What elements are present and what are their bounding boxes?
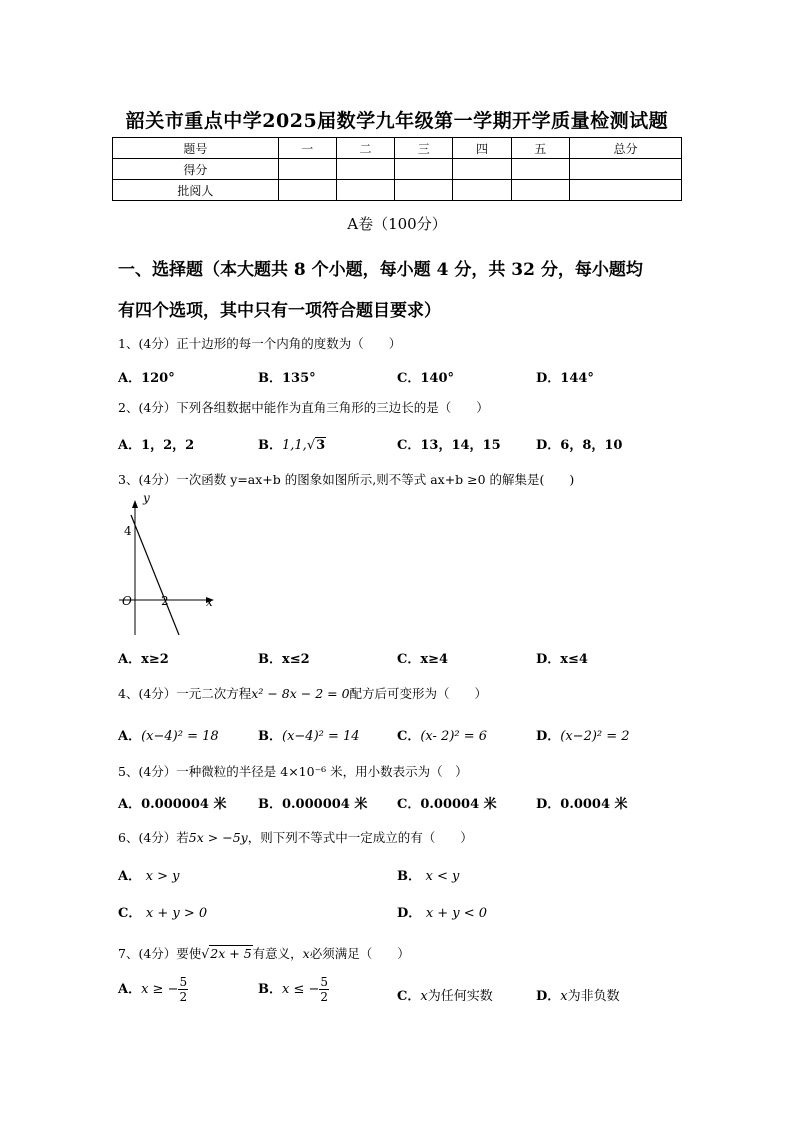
fraction (178, 975, 188, 1004)
option-math: x > y (145, 869, 180, 884)
question-3-stem: 3、(4分）一次函数 y=ax+b 的图象如图所示,则不等式 ax+b ≥0 的解集是( ) (118, 472, 575, 487)
option-letter: B． (397, 869, 421, 884)
question-2-option-d[interactable]: D．6，8，10 (536, 438, 623, 453)
option-letter: D． (536, 989, 561, 1004)
table-cell: 题号 (113, 138, 279, 159)
question-1-option-d[interactable]: D．144° (536, 371, 594, 386)
table-cell[interactable] (278, 180, 336, 201)
table-cell[interactable] (336, 159, 394, 180)
part1-heading-line2: 有四个选项，其中只有一项符合题目要求） (118, 301, 441, 321)
table-cell[interactable] (511, 180, 569, 201)
score-table-header (113, 138, 682, 159)
option-letter: D． (397, 906, 422, 921)
table-cell: 一 (278, 138, 336, 159)
option-letter: A． (118, 729, 142, 744)
question-2-option-c[interactable]: C．13，14，15 (397, 438, 501, 453)
stem-text: 配方后可变形为（ ） (349, 686, 488, 701)
option-letter: D． (536, 729, 561, 744)
option-letter: C． (397, 729, 421, 744)
y-axis-arrow (132, 500, 138, 508)
table-cell[interactable] (395, 159, 453, 180)
question-5-option-a[interactable]: A．0.000004 米 (118, 797, 227, 812)
question-3-option-c[interactable]: C．x≥4 (397, 652, 449, 667)
question-4-stem (118, 684, 487, 702)
question-1-stem: 1、(4分）正十边形的每一个内角的度数为（ ） (118, 336, 402, 351)
sqrt-radicand: 3 (316, 438, 326, 453)
option-math: x + y > 0 (145, 906, 208, 921)
question-2-option-a[interactable]: A．1，2，2 (118, 438, 195, 453)
question-6-option-a[interactable] (118, 865, 179, 884)
option-letter: C． (397, 989, 421, 1004)
table-cell: 得分 (113, 159, 279, 180)
question-4-option-a[interactable] (118, 725, 219, 744)
table-cell[interactable] (278, 159, 336, 180)
fraction-numerator: 5 (320, 975, 329, 989)
x-axis-label: x (206, 595, 213, 609)
option-var: x (560, 989, 568, 1004)
option-math: x < y (425, 869, 460, 884)
page-title: 韶关市重点中学2025届数学九年级第一学期开学质量检测试题 (125, 110, 669, 132)
stem-equation: x² − 8x − 2 = 0 (251, 686, 350, 701)
stem-text: 有意义， (252, 946, 303, 961)
option-letter: C． (118, 906, 142, 921)
stem-var: x (302, 946, 310, 961)
fraction-denominator: 2 (179, 990, 188, 1004)
option-math: (x- 2)² = 6 (420, 729, 488, 744)
table-row (113, 180, 682, 201)
option-text: 为任何实数 (427, 989, 493, 1004)
table-cell[interactable] (336, 180, 394, 201)
option-letter: B． (258, 729, 282, 744)
part1-heading-line1: 一、选择题（本大题共 8 个小题，每小题 4 分，共 32 分，每小题均 (118, 260, 643, 280)
option-math: (x−2)² = 2 (560, 729, 630, 744)
question-4-option-c[interactable] (397, 725, 487, 744)
fraction (319, 975, 329, 1004)
option-math: x ≥ − (141, 982, 179, 997)
question-5-option-d[interactable]: D．0.0004 米 (536, 797, 628, 812)
table-cell[interactable] (453, 159, 511, 180)
question-7-option-a[interactable] (118, 975, 188, 1004)
option-math: x + y < 0 (425, 906, 488, 921)
score-table (112, 137, 682, 201)
fraction-denominator: 2 (320, 990, 329, 1004)
stem-text: 必须满足（ ） (309, 946, 410, 961)
table-cell[interactable] (569, 180, 681, 201)
question-6-option-c[interactable] (118, 902, 207, 921)
stem-text: 7、(4分）要使 (118, 946, 202, 961)
question-4-option-b[interactable] (258, 725, 360, 744)
question-7-option-c[interactable] (397, 985, 493, 1004)
x-intercept-label: 2 (161, 594, 169, 608)
origin-label: O (122, 594, 132, 608)
question-2-option-b[interactable]: B．1,1,√3 (258, 438, 326, 453)
question-7-stem: 7、(4分）要使√2x + 5有意义，x必须满足（ ） (118, 946, 410, 961)
stem-text: 6、(4分）若 (118, 830, 189, 845)
option-var: x (420, 989, 428, 1004)
table-cell[interactable] (395, 180, 453, 201)
table-cell: 五 (511, 138, 569, 159)
question-1-option-b[interactable]: B．135° (258, 371, 316, 386)
question-7-option-b[interactable] (258, 975, 329, 1004)
table-cell[interactable] (453, 180, 511, 201)
table-cell: 四 (453, 138, 511, 159)
function-line (131, 515, 179, 635)
stem-text: ，则下列不等式中一定成立的有（ ） (247, 830, 473, 845)
linear-function-graph (115, 490, 225, 640)
table-cell[interactable] (569, 159, 681, 180)
option-math: (x−4)² = 18 (141, 729, 219, 744)
question-6-stem (118, 828, 473, 846)
table-cell: 总分 (569, 138, 681, 159)
table-cell: 批阅人 (113, 180, 279, 201)
option-letter: A． (118, 869, 142, 884)
question-5-option-b[interactable]: B．0.000004 米 (258, 797, 368, 812)
y-axis-label: y (143, 491, 150, 505)
section-a-heading: A卷（100分） (347, 215, 447, 233)
table-cell[interactable] (511, 159, 569, 180)
y-intercept-label: 4 (124, 524, 132, 538)
question-5-option-c[interactable]: C．0.00004 米 (397, 797, 497, 812)
sqrt-radicand: 2x + 5 (210, 946, 252, 961)
question-6-option-d[interactable] (397, 902, 487, 921)
question-5-stem: 5、(4分）一种微粒的半径是 4×10⁻⁶ 米，用小数表示为（ ） (118, 764, 468, 779)
table-cell: 三 (395, 138, 453, 159)
fraction-numerator: 5 (179, 975, 188, 989)
option-letter: B． (258, 438, 282, 453)
stem-inequality: 5x > −5y (188, 830, 248, 845)
question-2-stem: 2、(4分）下列各组数据中能作为直角三角形的三边长的是（ ） (118, 400, 489, 415)
question-4-option-d[interactable] (536, 725, 630, 744)
question-1-option-c[interactable]: C．140° (397, 371, 454, 386)
question-3-option-d[interactable]: D．x≤4 (536, 652, 588, 667)
option-text: 为非负数 (567, 989, 620, 1004)
question-7-option-d[interactable] (536, 985, 620, 1004)
question-6-option-b[interactable] (397, 865, 459, 884)
table-cell: 二 (336, 138, 394, 159)
option-math: x ≤ − (282, 982, 320, 997)
question-3-option-b[interactable]: B．x≤2 (258, 652, 310, 667)
table-row (113, 159, 682, 180)
option-math: 1,1, (282, 438, 307, 453)
option-letter: B． (258, 982, 282, 997)
option-letter: A． (118, 982, 142, 997)
stem-text: 4、(4分）一元二次方程 (118, 686, 252, 701)
option-math: (x−4)² = 14 (282, 729, 360, 744)
question-3-option-a[interactable]: A．x≥2 (118, 652, 169, 667)
question-1-option-a[interactable]: A．120° (118, 371, 175, 386)
